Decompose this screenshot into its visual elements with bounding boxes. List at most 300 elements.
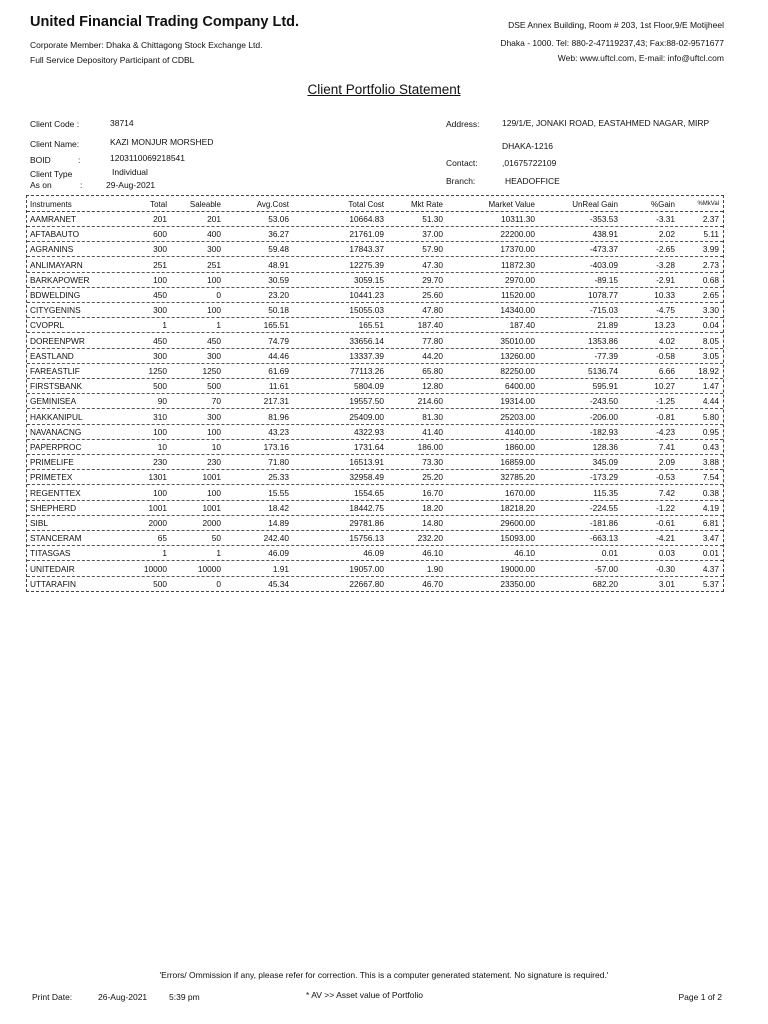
table-cell: 128.36: [592, 442, 618, 452]
table-cell: -2.91: [656, 274, 675, 285]
as-on-colon: :: [80, 180, 83, 190]
table-cell: 1301: [148, 472, 167, 483]
table-cell: 65: [157, 533, 167, 544]
table-cell: 10664.83: [349, 214, 384, 224]
client-type: Individual: [112, 167, 148, 177]
client-code-label: Client Code :: [30, 119, 80, 129]
table-cell: 81.30: [422, 411, 443, 422]
col-header: %Gain: [650, 200, 675, 209]
table-cell: 100: [207, 274, 221, 285]
table-cell: 15055.03: [349, 305, 384, 316]
table-cell: 37.00: [422, 229, 443, 240]
table-cell: 5.80: [702, 411, 719, 422]
table-cell: 6400.00: [505, 381, 535, 392]
table-cell: 2.09: [658, 457, 675, 468]
col-header: Saleable: [189, 200, 221, 209]
table-cell: 29600.00: [500, 518, 535, 528]
table-cell: 1001: [148, 502, 167, 513]
table-cell: 4.19: [702, 502, 719, 513]
table-cell: 3.47: [702, 533, 719, 544]
table-cell: -715.03: [589, 305, 618, 316]
table-cell: 310: [153, 411, 167, 422]
table-cell: 3.05: [702, 350, 719, 361]
table-cell: 10: [157, 442, 167, 452]
instrument-name: FIRSTSBANK: [30, 381, 83, 392]
print-date-label: Print Date:: [32, 992, 73, 1002]
table-cell: 1: [216, 548, 221, 559]
table-row: [27, 439, 723, 455]
instrument-name: CVOPRL: [30, 320, 65, 331]
table-cell: 22667.80: [349, 578, 384, 589]
table-cell: -0.81: [656, 411, 675, 422]
table-cell: 32958.49: [349, 472, 384, 483]
table-row: [27, 302, 723, 318]
instrument-name: EASTLAND: [30, 350, 74, 361]
table-cell: 25.60: [422, 290, 443, 300]
table-cell: 18218.20: [500, 502, 535, 513]
instrument-name: AFTABAUTO: [30, 229, 80, 240]
table-cell: 43.23: [268, 426, 289, 437]
table-cell: 1001: [202, 472, 221, 483]
instrument-name: PAPERPROC: [30, 442, 82, 452]
instrument-name: DOREENPWR: [30, 335, 85, 346]
table-cell: 1: [216, 320, 221, 331]
table-cell: 44.46: [268, 350, 289, 361]
table-cell: 0.38: [702, 487, 719, 498]
instrument-name: CITYGENINS: [30, 305, 81, 316]
table-cell: 7.42: [658, 487, 675, 498]
table-cell: 0.43: [702, 442, 719, 452]
table-cell: -224.55: [589, 502, 618, 513]
table-cell: 8.05: [702, 335, 719, 346]
table-cell: 82250.00: [500, 366, 535, 376]
table-cell: -1.25: [656, 396, 675, 407]
table-cell: 217.31: [263, 396, 289, 407]
table-cell: 6.81: [702, 518, 719, 528]
table-cell: 3.88: [702, 457, 719, 468]
table-row: [27, 241, 723, 257]
table-cell: 59.48: [268, 244, 289, 255]
table-cell: -0.53: [656, 472, 675, 483]
table-row: [27, 211, 723, 227]
table-row: [27, 226, 723, 242]
table-cell: 242.40: [263, 533, 289, 544]
table-cell: 81.96: [268, 411, 289, 422]
table-cell: 300: [207, 244, 221, 255]
client-type-label: Client Type: [30, 169, 73, 179]
client-code: 38714: [110, 118, 134, 128]
table-cell: 44.20: [422, 350, 443, 361]
table-cell: 10000: [143, 563, 167, 574]
table-cell: 21.89: [597, 320, 618, 331]
client-address-city: DHAKA-1216: [502, 141, 554, 151]
table-cell: 500: [153, 578, 167, 589]
col-header: UnReal Gain: [572, 200, 618, 209]
table-cell: 100: [153, 274, 167, 285]
table-cell: 51.30: [422, 214, 443, 224]
table-cell: 0: [216, 290, 221, 300]
table-cell: 1860.00: [505, 442, 535, 452]
instrument-name: PRIMELIFE: [30, 457, 74, 468]
instrument-name: AAMRANET: [30, 214, 77, 224]
client-address: 129/1/E, JONAKI ROAD, EASTAHMED NAGAR, MIRP: [502, 118, 710, 128]
table-cell: 4.02: [658, 335, 675, 346]
table-cell: 251: [153, 259, 167, 270]
table-row: [27, 257, 723, 273]
table-cell: 12275.39: [349, 259, 384, 270]
client-branch: HEADOFFICE: [505, 176, 560, 186]
table-cell: 2000: [202, 518, 221, 528]
boid-label: BOID: [30, 155, 51, 165]
table-cell: 4140.00: [505, 426, 535, 437]
table-cell: -0.58: [656, 350, 675, 361]
table-cell: -181.86: [589, 518, 618, 528]
table-cell: 10.27: [654, 381, 675, 392]
table-cell: 186.00: [417, 442, 443, 452]
instrument-name: STANCERAM: [30, 533, 82, 544]
instrument-name: TITASGAS: [30, 548, 71, 559]
table-cell: 1: [162, 548, 167, 559]
table-cell: 7.41: [658, 442, 675, 452]
table-cell: 46.09: [363, 548, 384, 559]
table-cell: 29781.86: [349, 518, 384, 528]
instrument-name: PRIMETEX: [30, 472, 73, 483]
address-label: Address:: [446, 119, 480, 129]
table-cell: 16859.00: [500, 457, 535, 468]
table-cell: 3.30: [702, 305, 719, 316]
boid-value: 1203110069218541: [110, 153, 186, 163]
table-cell: 1554.65: [354, 487, 384, 498]
table-cell: 13260.00: [500, 350, 535, 361]
boid-colon: :: [78, 155, 81, 165]
as-on-label: As on: [30, 180, 52, 190]
table-cell: 595.91: [592, 381, 618, 392]
table-cell: 187.40: [417, 320, 443, 331]
table-row: [27, 272, 723, 288]
table-cell: 300: [153, 244, 167, 255]
instrument-name: ANLIMAYARN: [30, 259, 83, 270]
instrument-name: FAREASTLIF: [30, 366, 80, 376]
table-cell: 1001: [202, 502, 221, 513]
table-cell: 15093.00: [500, 533, 535, 544]
table-cell: 600: [153, 229, 167, 240]
table-cell: 173.16: [263, 442, 289, 452]
table-cell: 1.47: [702, 381, 719, 392]
table-row: [27, 515, 723, 531]
table-cell: 2.73: [702, 259, 719, 270]
table-cell: 10311.30: [501, 214, 535, 224]
table-cell: 14340.00: [500, 305, 535, 316]
col-header: Total: [150, 200, 167, 209]
table-cell: -206.00: [589, 411, 618, 422]
table-cell: 3059.15: [354, 274, 384, 285]
table-cell: 5.37: [702, 578, 719, 589]
table-cell: 23350.00: [500, 578, 535, 589]
table-cell: 100: [153, 426, 167, 437]
table-cell: 187.40: [509, 320, 535, 331]
table-cell: -4.23: [656, 426, 675, 437]
table-cell: 2970.00: [505, 274, 535, 285]
table-cell: 25.33: [268, 472, 289, 483]
table-cell: 1.91: [272, 563, 289, 574]
table-cell: 0.01: [601, 548, 618, 559]
company-name: United Financial Trading Company Ltd.: [30, 14, 300, 30]
table-cell: 18.42: [268, 502, 289, 513]
table-cell: 14.89: [268, 518, 289, 528]
table-row: [27, 363, 723, 379]
table-cell: 47.80: [422, 305, 443, 316]
table-cell: 100: [207, 305, 221, 316]
table-cell: -473.37: [589, 244, 618, 255]
table-cell: 2.02: [658, 229, 675, 240]
instrument-name: SIBL: [30, 518, 48, 528]
col-header: Instruments: [30, 200, 72, 209]
table-cell: -0.61: [656, 518, 675, 528]
table-cell: 46.09: [268, 548, 289, 559]
table-cell: 17370.00: [500, 244, 535, 255]
table-cell: 1353.86: [588, 335, 618, 346]
table-cell: 18.92: [698, 366, 719, 376]
table-cell: 11.61: [268, 381, 289, 392]
table-cell: -2.65: [656, 244, 675, 255]
table-row: [27, 287, 723, 303]
table-cell: 50: [211, 533, 221, 544]
table-cell: 500: [207, 381, 221, 392]
table-cell: 214.60: [417, 396, 443, 407]
table-cell: -0.30: [656, 563, 675, 574]
page-number: Page 1 of 2: [678, 992, 722, 1002]
table-cell: 682.20: [592, 578, 618, 589]
depository-participant: Full Service Depository Participant of CDBL: [30, 55, 195, 65]
table-cell: 57.90: [422, 244, 443, 255]
table-row: [27, 393, 723, 409]
table-cell: 77.80: [422, 335, 443, 346]
table-cell: 46.10: [422, 548, 443, 559]
table-cell: 201: [207, 214, 221, 224]
instrument-name: REGENTTEX: [30, 487, 81, 498]
table-cell: 15.55: [268, 487, 289, 498]
company-web-email: Web: www.uftcl.com, E-mail: info@uftcl.com: [557, 53, 724, 63]
table-cell: -403.09: [589, 259, 618, 270]
table-header: [27, 196, 723, 212]
print-time: 5:39 pm: [169, 992, 200, 1002]
table-row: [27, 454, 723, 470]
table-cell: 1: [162, 320, 167, 331]
table-cell: -353.53: [589, 214, 618, 224]
table-cell: 5.11: [703, 229, 719, 240]
table-cell: 16.70: [422, 487, 443, 498]
table-cell: 450: [153, 290, 167, 300]
table-cell: 2.37: [702, 214, 719, 224]
table-cell: 19557.50: [349, 396, 384, 407]
table-cell: 32785.20: [500, 472, 535, 483]
table-cell: 10441.23: [349, 290, 384, 300]
table-cell: 10.33: [654, 290, 675, 300]
instrument-name: HAKKANIPUL: [30, 411, 83, 422]
table-cell: 0.95: [702, 426, 719, 437]
table-cell: 46.10: [514, 548, 535, 559]
table-cell: 25203.00: [500, 411, 535, 422]
table-cell: 1.90: [426, 563, 443, 574]
table-cell: 30.59: [268, 274, 289, 285]
table-cell: 12.80: [422, 381, 443, 392]
table-cell: 18442.75: [349, 502, 384, 513]
table-cell: 70: [211, 396, 221, 407]
table-row: [27, 333, 723, 349]
table-row: [27, 348, 723, 364]
table-cell: 53.06: [268, 214, 289, 224]
table-cell: 4.44: [702, 396, 719, 407]
table-cell: 17843.37: [349, 244, 384, 255]
table-cell: 500: [153, 381, 167, 392]
table-cell: 10000: [197, 563, 221, 574]
table-cell: 300: [207, 350, 221, 361]
table-cell: 0.01: [702, 548, 719, 559]
table-cell: 46.70: [422, 578, 443, 589]
table-cell: -3.31: [656, 214, 675, 224]
company-address-line1: DSE Annex Building, Room # 203, 1st Floor,9/E Motijheel: [508, 20, 724, 30]
table-cell: 6.66: [658, 366, 675, 376]
table-cell: 165.51: [358, 320, 384, 331]
table-row: [27, 378, 723, 394]
table-cell: 21761.09: [349, 229, 384, 240]
col-header: Mkt Rate: [410, 200, 443, 209]
table-cell: 18.20: [422, 502, 443, 513]
table-cell: 16513.91: [349, 457, 384, 468]
corporate-member: Corporate Member: Dhaka & Chittagong Stock Exchange Ltd.: [30, 40, 263, 50]
table-cell: -3.28: [656, 259, 675, 270]
table-cell: 61.69: [268, 366, 289, 376]
table-cell: 4322.93: [354, 426, 384, 437]
col-header: %MkVal: [697, 201, 719, 207]
instrument-name: BDWELDING: [30, 290, 81, 300]
table-cell: 13.23: [654, 320, 675, 331]
table-cell: 7.54: [702, 472, 719, 483]
table-cell: 25409.00: [349, 411, 384, 422]
table-cell: -1.22: [656, 502, 675, 513]
table-cell: 77113.26: [350, 366, 384, 376]
table-cell: 1670.00: [505, 487, 535, 498]
table-cell: 438.91: [592, 229, 618, 240]
table-cell: -77.39: [594, 350, 618, 361]
client-name: KAZI MONJUR MORSHED: [110, 137, 214, 147]
table-cell: 19000.00: [500, 563, 535, 574]
table-cell: 201: [153, 214, 167, 224]
contact-label: Contact:: [446, 158, 478, 168]
table-cell: 11520.00: [501, 290, 535, 300]
table-cell: 23.20: [268, 290, 289, 300]
table-cell: 5136.74: [588, 366, 618, 376]
instrument-name: SHEPHERD: [30, 502, 77, 513]
table-cell: -663.13: [589, 533, 618, 544]
company-address-line2: Dhaka - 1000. Tel: 880-2-47119237,43; Fax:88-02-9571677: [500, 38, 724, 48]
table-cell: 0.68: [702, 274, 719, 285]
table-row: [27, 469, 723, 485]
table-cell: -243.50: [589, 396, 618, 407]
table-row: [27, 576, 723, 591]
table-row: [27, 545, 723, 561]
table-cell: 47.30: [422, 259, 443, 270]
branch-label: Branch:: [446, 176, 476, 186]
table-cell: 14.80: [422, 518, 443, 528]
table-row: [27, 409, 723, 425]
col-header: Total Cost: [348, 200, 384, 209]
table-cell: 19057.00: [349, 563, 384, 574]
table-cell: 3.01: [658, 578, 675, 589]
table-cell: 2.65: [702, 290, 719, 300]
table-row: [27, 485, 723, 501]
table-cell: 45.34: [268, 578, 289, 589]
client-name-label: Client Name:: [30, 139, 80, 149]
table-cell: 19314.00: [500, 396, 535, 407]
instrument-name: GEMINISEA: [30, 396, 77, 407]
instrument-name: UNITEDAIR: [30, 563, 75, 574]
table-cell: 1250: [148, 366, 167, 376]
col-header: Avg.Cost: [256, 200, 289, 209]
portfolio-table: [26, 195, 724, 592]
table-cell: 36.27: [268, 229, 289, 240]
print-date: 26-Aug-2021: [98, 992, 148, 1002]
table-cell: 251: [207, 259, 221, 270]
table-cell: -57.00: [594, 563, 618, 574]
table-cell: 35010.00: [500, 335, 535, 346]
table-cell: 300: [153, 305, 167, 316]
table-cell: 3.99: [702, 244, 719, 255]
table-row: [27, 500, 723, 516]
table-cell: 48.91: [268, 259, 289, 270]
as-on-date: 29-Aug-2021: [106, 180, 156, 190]
table-cell: 2000: [148, 518, 167, 528]
table-cell: 41.40: [422, 426, 443, 437]
table-row: [27, 561, 723, 577]
instrument-name: AGRANINS: [30, 244, 74, 255]
client-contact: ,01675722109: [502, 158, 557, 168]
table-cell: 230: [207, 457, 221, 468]
table-row: [27, 530, 723, 546]
table-cell: 65.80: [422, 366, 443, 376]
table-cell: 74.79: [268, 335, 289, 346]
table-cell: -182.93: [589, 426, 618, 437]
disclaimer-note: 'Errors/ Ommission if any, please refer for correction. This is a computer generated statement. No signature is required.': [159, 970, 609, 980]
page-title: Client Portfolio Statement: [307, 82, 461, 97]
table-cell: 300: [153, 350, 167, 361]
table-cell: 0.04: [702, 320, 719, 331]
table-cell: 4.37: [702, 563, 719, 574]
table-cell: 100: [207, 426, 221, 437]
table-cell: 450: [207, 335, 221, 346]
instrument-name: BARKAPOWER: [30, 274, 90, 285]
table-cell: 25.20: [422, 472, 443, 483]
table-cell: 115.35: [593, 487, 618, 498]
table-row: [27, 317, 723, 333]
table-cell: 0.03: [658, 548, 675, 559]
col-header: Market Value: [488, 200, 535, 209]
table-cell: 0: [216, 578, 221, 589]
table-cell: 1250: [202, 366, 221, 376]
table-cell: -4.21: [656, 533, 675, 544]
table-cell: 300: [207, 411, 221, 422]
table-cell: 71.80: [268, 457, 289, 468]
table-cell: 232.20: [417, 533, 443, 544]
table-cell: 400: [207, 229, 221, 240]
table-cell: -173.29: [589, 472, 618, 483]
table-row: [27, 424, 723, 440]
table-cell: 29.70: [422, 274, 443, 285]
table-cell: 73.30: [422, 457, 443, 468]
table-cell: 1078.77: [588, 290, 618, 300]
table-cell: 33656.14: [349, 335, 384, 346]
av-note: * AV >> Asset value of Portfolio: [306, 990, 424, 1000]
